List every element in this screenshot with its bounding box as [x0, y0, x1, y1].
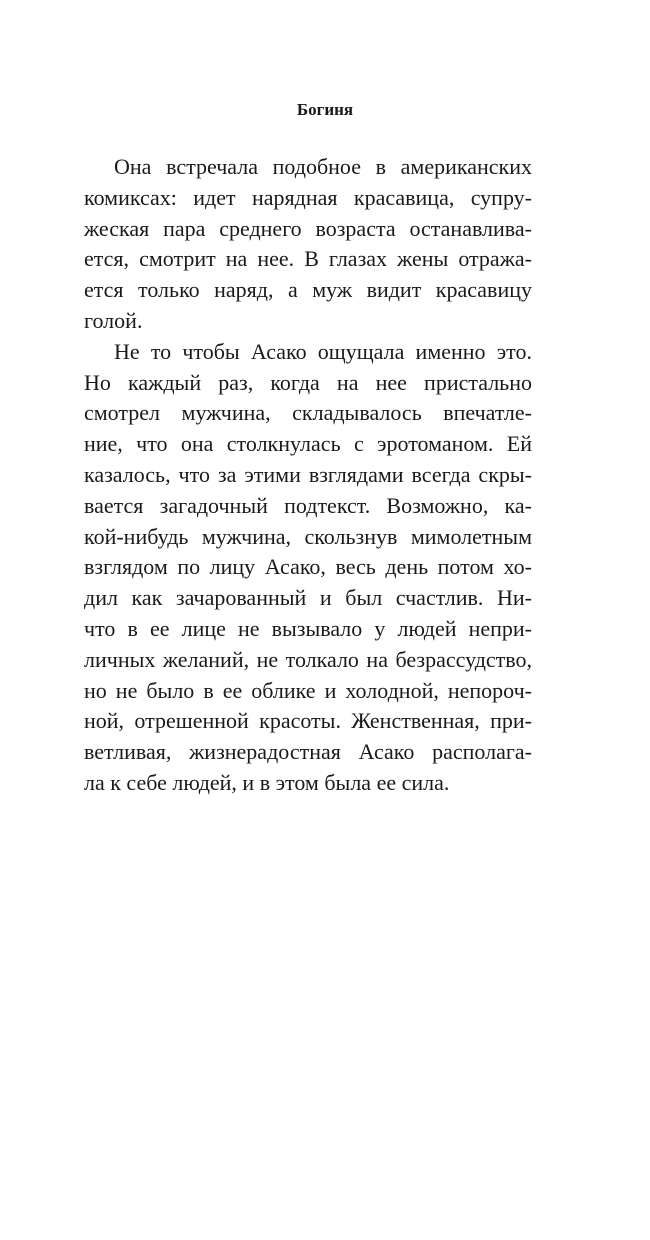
paragraph [84, 152, 532, 337]
text-line: ной, отрешенной красоты. Женственная, при- [84, 708, 532, 734]
text-line: смотрел мужчина, складывалось впечатле- [84, 400, 532, 426]
text-line: ется только наряд, а муж видит красавицу [84, 277, 532, 303]
text-line: что в ее лице не вызывало у людей непри- [84, 615, 532, 641]
text-line: ние, что она столкнулась с эротоманом. Ей [84, 431, 532, 457]
text-line: личных желаний, не толкало на безрассудство, [84, 646, 532, 672]
text-line: Она встречала подобное в американских [114, 154, 532, 179]
text-line: кой-нибудь мужчина, скользнув мимолетным [84, 523, 532, 549]
text-line: жеская пара среднего возраста останавлива- [84, 215, 532, 241]
running-title: Богиня [296, 100, 354, 119]
text-line: взглядом по лицу Асако, весь день потом хо- [84, 554, 532, 580]
text-line: Не то чтобы Асако ощущала именно это. [114, 338, 532, 364]
text-line: комиксах: идет нарядная красавица, супру- [84, 184, 532, 210]
text-line: ла к себе людей, и в этом была ее сила. [84, 769, 450, 795]
paragraph [84, 337, 532, 799]
text-line: ется, смотрит на нее. В глазах жены отража- [84, 246, 532, 272]
text-line: но не было в ее облике и холодной, непороч- [84, 677, 532, 703]
text-line: казалось, что за этими взглядами всегда скры- [84, 461, 532, 487]
text-line: дил как зачарованный и был счастлив. Ни- [84, 585, 532, 611]
body-text [84, 152, 532, 799]
text-line: Но каждый раз, когда на нее пристально [84, 369, 532, 395]
text-line: вается загадочный подтекст. Возможно, ка- [84, 492, 532, 518]
text-line: ветливая, жизнерадостная Асако располага- [84, 739, 532, 765]
text-line: голой. [84, 307, 143, 333]
